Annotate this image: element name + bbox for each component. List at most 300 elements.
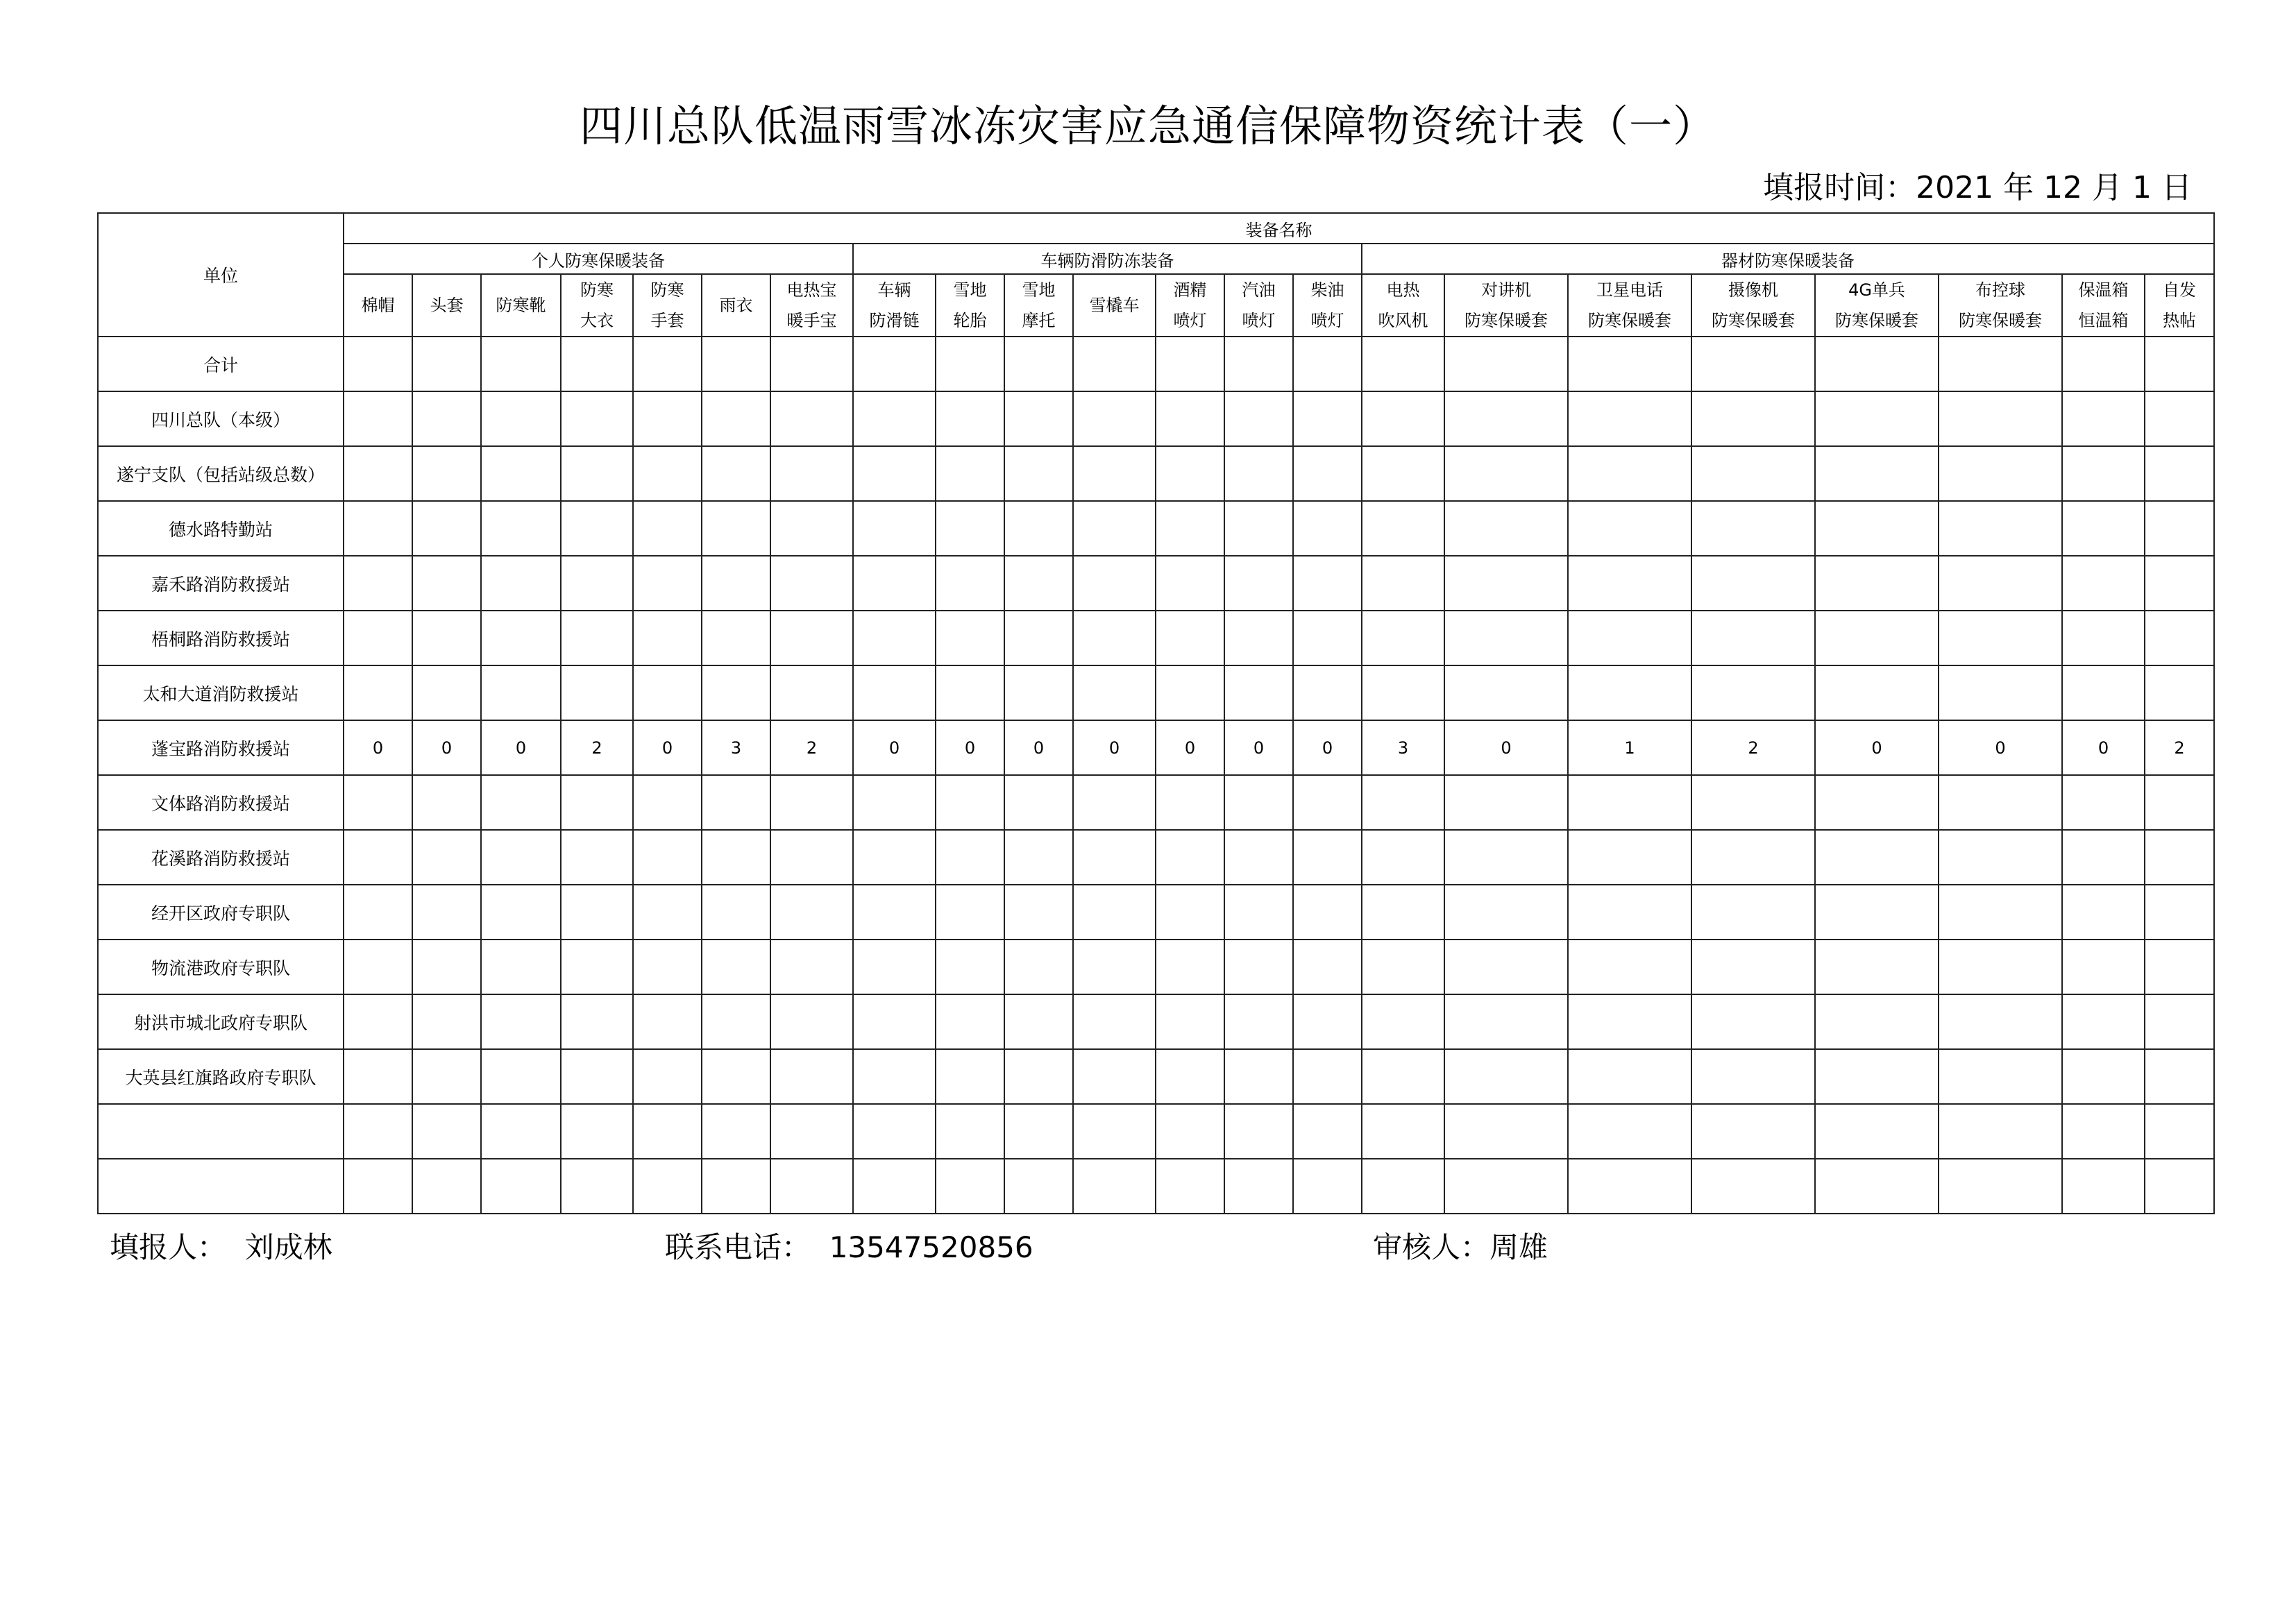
value-cell	[1568, 885, 1691, 940]
value-cell	[1691, 611, 1815, 665]
value-cell	[2062, 611, 2145, 665]
value-cell	[702, 391, 770, 446]
value-cell	[853, 391, 936, 446]
value-cell	[561, 1159, 633, 1214]
column-header-line: 电热	[1386, 280, 1420, 300]
value-cell	[1156, 940, 1224, 994]
value-cell	[1444, 337, 1568, 391]
value-cell	[853, 1104, 936, 1159]
value-cell	[1224, 1159, 1293, 1214]
value-cell	[2062, 1104, 2145, 1159]
group-header-personal: 个人防寒保暖装备	[344, 244, 853, 274]
value-cell	[1444, 446, 1568, 501]
column-header	[770, 274, 853, 337]
column-header-line: 对讲机	[1481, 280, 1531, 300]
value-cell	[633, 1104, 702, 1159]
value-cell	[633, 556, 702, 611]
value-cell	[1004, 940, 1073, 994]
value-cell	[1568, 665, 1691, 720]
value-cell	[1224, 830, 1293, 885]
value-cell	[1073, 1049, 1156, 1104]
column-header	[481, 274, 561, 337]
value-cell	[1224, 556, 1293, 611]
value-cell	[344, 830, 412, 885]
value-cell	[936, 830, 1004, 885]
value-cell	[481, 1049, 561, 1104]
table-row	[98, 1049, 2214, 1104]
value-cell	[1293, 775, 1362, 830]
value-cell	[1568, 611, 1691, 665]
column-header	[853, 274, 936, 337]
value-cell	[344, 1049, 412, 1104]
value-cell: 3	[1362, 720, 1444, 775]
value-cell	[770, 611, 853, 665]
value-cell	[2145, 830, 2214, 885]
value-cell	[1156, 611, 1224, 665]
value-cell	[1004, 885, 1073, 940]
value-cell	[1568, 446, 1691, 501]
value-cell	[1224, 337, 1293, 391]
unit-cell: 花溪路消防救援站	[98, 830, 344, 885]
value-cell	[633, 337, 702, 391]
value-cell	[1691, 885, 1815, 940]
value-cell	[1293, 665, 1362, 720]
value-cell	[770, 885, 853, 940]
value-cell	[633, 665, 702, 720]
value-cell	[1156, 830, 1224, 885]
value-cell	[412, 337, 481, 391]
value-cell	[853, 1049, 936, 1104]
value-cell	[1073, 1104, 1156, 1159]
value-cell: 2	[2145, 720, 2214, 775]
value-cell	[1362, 611, 1444, 665]
value-cell	[1939, 337, 2062, 391]
value-cell	[481, 501, 561, 556]
value-cell	[1156, 501, 1224, 556]
value-cell	[853, 446, 936, 501]
value-cell	[936, 501, 1004, 556]
value-cell	[633, 1159, 702, 1214]
column-header-line: 棉帽	[361, 296, 395, 315]
value-cell	[853, 775, 936, 830]
value-cell	[1815, 940, 1939, 994]
column-header-line: 喷灯	[1173, 311, 1207, 330]
value-cell	[561, 611, 633, 665]
value-cell	[1362, 665, 1444, 720]
value-cell	[2145, 940, 2214, 994]
value-cell	[936, 1159, 1004, 1214]
value-cell	[481, 830, 561, 885]
value-cell	[2145, 1049, 2214, 1104]
value-cell	[936, 994, 1004, 1049]
value-cell	[1691, 391, 1815, 446]
value-cell	[770, 446, 853, 501]
table-row	[98, 556, 2214, 611]
table-row	[98, 775, 2214, 830]
column-header	[412, 274, 481, 337]
value-cell	[1939, 775, 2062, 830]
column-header-line: 雨衣	[719, 296, 753, 315]
column-header-line: 车辆	[877, 280, 911, 300]
value-cell	[770, 1159, 853, 1214]
value-cell	[344, 501, 412, 556]
value-cell	[2062, 501, 2145, 556]
value-cell	[1939, 1104, 2062, 1159]
statistics-table	[97, 212, 2215, 1214]
column-header-line: 手套	[650, 311, 684, 330]
unit-cell: 嘉禾路消防救援站	[98, 556, 344, 611]
value-cell	[1293, 1104, 1362, 1159]
column-header-line: 防寒	[650, 280, 684, 300]
value-cell	[2062, 446, 2145, 501]
report-date: 填报时间：2021 年 12 月 1 日	[1763, 170, 2192, 205]
value-cell	[936, 665, 1004, 720]
unit-cell: 物流港政府专职队	[98, 940, 344, 994]
value-cell	[2062, 1159, 2145, 1214]
value-cell	[1004, 665, 1073, 720]
value-cell	[344, 337, 412, 391]
value-cell	[633, 775, 702, 830]
value-cell	[412, 940, 481, 994]
column-header-line: 防寒保暖套	[1588, 311, 1671, 330]
value-cell	[2145, 775, 2214, 830]
table-row	[98, 720, 2214, 775]
value-cell: 2	[770, 720, 853, 775]
value-cell	[1156, 337, 1224, 391]
value-cell	[1362, 446, 1444, 501]
value-cell	[344, 556, 412, 611]
value-cell	[1691, 501, 1815, 556]
value-cell	[1444, 1159, 1568, 1214]
unit-cell: 合计	[98, 337, 344, 391]
value-cell	[633, 830, 702, 885]
column-header-line: 摩托	[1022, 311, 1056, 330]
unit-cell: 德水路特勤站	[98, 501, 344, 556]
value-cell	[1293, 830, 1362, 885]
value-cell	[1156, 391, 1224, 446]
column-header-line: 防寒保暖套	[1835, 311, 1918, 330]
value-cell	[1815, 1159, 1939, 1214]
column-header-line: 雪地	[1022, 280, 1056, 300]
value-cell	[481, 446, 561, 501]
value-cell	[702, 775, 770, 830]
value-cell	[1224, 665, 1293, 720]
value-cell	[702, 940, 770, 994]
value-cell	[1939, 665, 2062, 720]
value-cell	[702, 665, 770, 720]
value-cell	[633, 391, 702, 446]
value-cell	[702, 611, 770, 665]
table-row	[98, 1104, 2214, 1159]
unit-cell: 经开区政府专职队	[98, 885, 344, 940]
column-header-line: 酒精	[1173, 280, 1207, 300]
value-cell	[1691, 1104, 1815, 1159]
table-row	[98, 611, 2214, 665]
value-cell	[1073, 775, 1156, 830]
value-cell: 0	[1293, 720, 1362, 775]
value-cell	[412, 775, 481, 830]
value-cell	[1224, 994, 1293, 1049]
footer-filler: 填报人： 刘成林	[110, 1230, 332, 1264]
value-cell	[1156, 446, 1224, 501]
value-cell	[1004, 391, 1073, 446]
value-cell	[2145, 1104, 2214, 1159]
value-cell: 0	[481, 720, 561, 775]
value-cell	[770, 391, 853, 446]
value-cell	[1568, 1104, 1691, 1159]
table-row	[98, 391, 2214, 446]
value-cell	[2145, 391, 2214, 446]
value-cell	[1224, 1049, 1293, 1104]
value-cell	[561, 556, 633, 611]
value-cell	[1004, 556, 1073, 611]
value-cell: 0	[853, 720, 936, 775]
value-cell	[1004, 1049, 1073, 1104]
value-cell	[853, 885, 936, 940]
value-cell	[1444, 1104, 1568, 1159]
column-header-line: 电热宝	[786, 280, 837, 300]
value-cell	[1156, 994, 1224, 1049]
value-cell	[1073, 337, 1156, 391]
column-header-line: 汽油	[1242, 280, 1276, 300]
column-header	[2145, 274, 2214, 337]
equipment-name-header: 装备名称	[344, 213, 2214, 244]
value-cell	[702, 830, 770, 885]
value-cell	[1568, 337, 1691, 391]
value-cell	[936, 885, 1004, 940]
value-cell	[1293, 391, 1362, 446]
value-cell	[561, 994, 633, 1049]
value-cell	[1293, 611, 1362, 665]
value-cell	[1939, 1159, 2062, 1214]
value-cell	[1073, 830, 1156, 885]
value-cell	[2145, 885, 2214, 940]
value-cell	[1691, 337, 1815, 391]
value-cell	[2062, 391, 2145, 446]
column-header-line: 4G单兵	[1848, 280, 1905, 300]
value-cell	[2062, 994, 2145, 1049]
value-cell	[1073, 665, 1156, 720]
unit-cell: 遂宁支队（包括站级总数）	[98, 446, 344, 501]
value-cell	[702, 1159, 770, 1214]
value-cell	[936, 1049, 1004, 1104]
unit-cell: 蓬宝路消防救援站	[98, 720, 344, 775]
value-cell	[853, 556, 936, 611]
value-cell	[1444, 556, 1568, 611]
value-cell	[1224, 1104, 1293, 1159]
value-cell	[561, 446, 633, 501]
value-cell	[481, 665, 561, 720]
column-header-line: 雪橇车	[1089, 296, 1140, 315]
value-cell	[1815, 1104, 1939, 1159]
value-cell	[344, 611, 412, 665]
value-cell	[1156, 1159, 1224, 1214]
value-cell	[1156, 775, 1224, 830]
value-cell	[702, 501, 770, 556]
value-cell	[1444, 611, 1568, 665]
value-cell: 0	[412, 720, 481, 775]
column-header	[1073, 274, 1156, 337]
value-cell	[2145, 611, 2214, 665]
value-cell	[1444, 501, 1568, 556]
group-header-equipment: 器材防寒保暖装备	[1362, 244, 2214, 274]
value-cell	[936, 556, 1004, 611]
value-cell	[770, 665, 853, 720]
value-cell	[2062, 1049, 2145, 1104]
value-cell	[1568, 994, 1691, 1049]
value-cell	[633, 994, 702, 1049]
value-cell	[1004, 611, 1073, 665]
value-cell	[770, 337, 853, 391]
value-cell	[853, 940, 936, 994]
value-cell	[1568, 1049, 1691, 1104]
value-cell	[1073, 940, 1156, 994]
value-cell	[770, 940, 853, 994]
column-header-line: 自发	[2163, 280, 2197, 300]
value-cell	[1073, 1159, 1156, 1214]
value-cell: 0	[1224, 720, 1293, 775]
value-cell	[1224, 611, 1293, 665]
value-cell	[481, 556, 561, 611]
value-cell	[1691, 830, 1815, 885]
value-cell	[344, 885, 412, 940]
value-cell	[853, 1159, 936, 1214]
value-cell	[1224, 446, 1293, 501]
value-cell	[1004, 446, 1073, 501]
value-cell	[1568, 501, 1691, 556]
value-cell	[561, 501, 633, 556]
page-title: 四川总队低温雨雪冰冻灾害应急通信保障物资统计表（一）	[579, 101, 1716, 151]
column-header-line: 柴油	[1310, 280, 1344, 300]
value-cell	[1293, 1049, 1362, 1104]
unit-cell: 太和大道消防救援站	[98, 665, 344, 720]
value-cell: 0	[1156, 720, 1224, 775]
column-header-line: 防寒靴	[496, 296, 546, 315]
value-cell	[936, 337, 1004, 391]
value-cell: 0	[1939, 720, 2062, 775]
value-cell	[2145, 1159, 2214, 1214]
value-cell	[853, 830, 936, 885]
table-row	[98, 446, 2214, 501]
column-header-line: 雪地	[953, 280, 987, 300]
value-cell	[481, 994, 561, 1049]
value-cell	[853, 501, 936, 556]
value-cell	[1073, 446, 1156, 501]
value-cell	[1568, 830, 1691, 885]
value-cell	[1444, 391, 1568, 446]
value-cell	[1815, 611, 1939, 665]
value-cell	[1444, 885, 1568, 940]
value-cell	[561, 1049, 633, 1104]
value-cell	[1815, 337, 1939, 391]
footer-phone: 联系电话： 13547520856	[665, 1230, 1033, 1264]
value-cell	[1362, 391, 1444, 446]
value-cell	[633, 885, 702, 940]
unit-cell	[98, 1104, 344, 1159]
value-cell	[1444, 665, 1568, 720]
column-header	[2062, 274, 2145, 337]
value-cell	[412, 994, 481, 1049]
value-cell	[412, 611, 481, 665]
value-cell	[1156, 1104, 1224, 1159]
value-cell	[1444, 830, 1568, 885]
value-cell	[1362, 1159, 1444, 1214]
value-cell	[344, 1159, 412, 1214]
value-cell: 0	[936, 720, 1004, 775]
value-cell	[770, 556, 853, 611]
value-cell	[1815, 830, 1939, 885]
value-cell	[936, 391, 1004, 446]
value-cell	[344, 391, 412, 446]
value-cell	[2145, 665, 2214, 720]
value-cell	[1004, 775, 1073, 830]
table-row	[98, 994, 2214, 1049]
column-header-line: 暖手宝	[786, 311, 837, 330]
value-cell	[1568, 775, 1691, 830]
value-cell	[1362, 994, 1444, 1049]
value-cell	[2062, 885, 2145, 940]
value-cell	[2145, 501, 2214, 556]
column-header	[1568, 274, 1691, 337]
value-cell	[481, 940, 561, 994]
value-cell	[344, 446, 412, 501]
value-cell	[1156, 885, 1224, 940]
value-cell	[1444, 994, 1568, 1049]
value-cell	[770, 775, 853, 830]
value-cell	[1815, 665, 1939, 720]
column-header-line: 防寒保暖套	[1959, 311, 2042, 330]
value-cell	[1691, 1159, 1815, 1214]
value-cell	[412, 830, 481, 885]
value-cell	[770, 501, 853, 556]
column-header	[1815, 274, 1939, 337]
value-cell: 0	[1444, 720, 1568, 775]
value-cell	[2062, 830, 2145, 885]
column-header-line: 布控球	[1975, 280, 2025, 300]
value-cell	[2062, 940, 2145, 994]
value-cell	[2062, 775, 2145, 830]
value-cell	[1815, 885, 1939, 940]
value-cell	[1224, 940, 1293, 994]
value-cell	[481, 775, 561, 830]
value-cell	[1293, 446, 1362, 501]
value-cell	[1815, 446, 1939, 501]
column-header	[561, 274, 633, 337]
value-cell	[1293, 994, 1362, 1049]
value-cell	[481, 885, 561, 940]
value-cell	[1004, 994, 1073, 1049]
value-cell	[1362, 1049, 1444, 1104]
value-cell	[1362, 830, 1444, 885]
column-header	[1939, 274, 2062, 337]
value-cell	[2145, 337, 2214, 391]
value-cell	[1691, 446, 1815, 501]
value-cell: 0	[633, 720, 702, 775]
value-cell	[1691, 665, 1815, 720]
value-cell	[344, 994, 412, 1049]
value-cell	[2145, 994, 2214, 1049]
column-header-line: 摄像机	[1728, 280, 1778, 300]
value-cell	[1568, 1159, 1691, 1214]
table-row	[98, 830, 2214, 885]
value-cell	[1815, 994, 1939, 1049]
column-header-line: 大衣	[580, 311, 614, 330]
value-cell	[1444, 775, 1568, 830]
value-cell	[481, 391, 561, 446]
value-cell	[2062, 337, 2145, 391]
value-cell	[1691, 1049, 1815, 1104]
value-cell	[2062, 665, 2145, 720]
